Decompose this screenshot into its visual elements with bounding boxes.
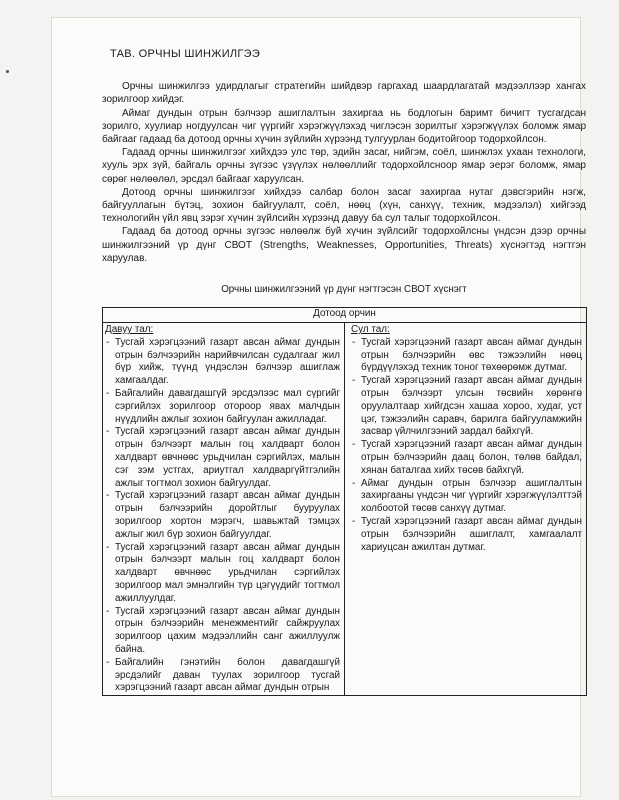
list-item: - Аймаг дундын отрын бэлчээр ашиглалтын захиргааны үндсэн чиг үүргийг хэрэгжүүлэлттэй холбоотой төсөв санхүү дутмаг. (349, 478, 582, 516)
table-header-internal: Дотоод орчин (103, 308, 587, 323)
strengths-heading: Давуу тал: (105, 324, 154, 336)
paragraph: Орчны шинжилгээ удирдлагыг стратегийн шийдвэр гаргахад шаардлагатай мэдээллээр хангах зорилгоор хийдэг. (102, 81, 586, 106)
scan-speck (6, 70, 9, 73)
list-item: - Тусгай хэрэгцээний газарт авсан аймаг дундын отрын бэлчээрийн доройтлыг бууруулах зорилгоор хортон мэрэгч, шавьжтай тэмцэх ажлыг жил бүр зохион байгуулдаг. (103, 490, 340, 541)
page-content (102, 48, 586, 696)
list-item: - Тусгай хэрэгцээний газарт авсан аймаг дундын отрын бэлчээрт улсын төсвийн хөрөнгө оруулалтаар хийгдсэн хашаа хороо, худаг, уст цэг, тэжээлийн саравч, барилга байгууламжийн засвар үйлчилгээний зардал байхгүй. (349, 375, 582, 439)
section-title: ТАВ. ОРЧНЫ ШИНЖИЛГЭЭ (110, 48, 261, 60)
weaknesses-list (349, 337, 586, 555)
swot-table (102, 307, 587, 696)
strengths-column (103, 323, 345, 696)
paragraph: Гадаад ба дотоод орчны зүгээс нөлөөлж буй хүчин зүйлсийг тодорхойлсны үндсэн дээр орчны шинжилгээний үр дүнг СВОТ (Strengths, Weaknesses, Opportunities, Threats) хүснэгтэд нэгтгэн харуулав. (102, 226, 586, 264)
document-page (52, 18, 586, 796)
strengths-list (103, 337, 344, 695)
list-item: - Тусгай хэрэгцээний газарт авсан аймаг дундын отрын бэлчээрийн менежментийг сайжруулах зорилгоор цахим мэдээллийн санг ажиллуулж байна. (103, 606, 340, 657)
list-item: - Тусгай хэрэгцээний газарт авсан аймаг дундын отрын бэлчээрийн нарийвчилсан судалгааг жил бүр хийж, түүнд үндэслэн бэлчээр ашиглаж хамгаалдаг. (103, 337, 340, 388)
list-item: - Байгалийн гэнэтийн болон давагдашгүй эрсдэлийг даван туулах зорилгоор тусгай хэрэгцээний газарт авсан аймаг дундын отрын (103, 657, 340, 695)
weaknesses-column (345, 323, 587, 696)
paragraph: Гадаад орчны шинжилгээг хийхдээ улс төр, эдийн засаг, нийгэм, соёл, шинжлэх ухаан технологи, хууль эрх зүй, байгаль орчны зүгээс үзүүлэх нөлөөллийг тодорхойлсноор ямар эерэг боломж, ямар сөрөг нөлөөлөл, эрсдэл байгааг харуулсан. (102, 147, 586, 185)
list-item: - Тусгай хэрэгцээний газарт авсан аймаг дундын отрын бэлчээрийн ашиглалт, хамгаалалт хариуцсан ажилтан дутмаг. (349, 516, 582, 554)
list-item: - Тусгай хэрэгцээний газарт авсан аймаг дундын отрын бэлчээрт малын гоц халдварт болон халдварт өвчнөөс урьдчилан сэргийлэх, малын сэг зэм устгах, ариутгал халдваргүйтгэлийн ажлыг тогтмол зохион байгуулдаг. (103, 426, 340, 490)
list-item: - Байгалийн давагдашгүй эрсдэлээс мал сүргийг сэргийлэх зорилгоор отороор явах малчдын нүүдлийн ажлыг зохион байгуулан ажилладаг. (103, 388, 340, 426)
weaknesses-heading: Сул тал: (351, 324, 390, 336)
list-item: - Тусгай хэрэгцээний газарт авсан аймаг дундын отрын бэлчээрт малын гоц халдварт болон халдварт өвчнөөс урьдчилан сэргийлэх зорилгоор мал эмнэлгийн түр цэгүүдийг тогтмол ажиллуулдаг. (103, 542, 340, 606)
paragraph: Дотоод орчны шинжилгээг хийхдээ салбар болон засаг захиргаа нутаг дэвсгэрийн нэгж, байгууллагын бүтэц, зохион байгуулалт, соёл, нөөц (хүн, санхүү, техник, мэдээлэл) хийгээд технологийн үйл явц зэрэг хүчин зүйлсийн хүрээнд давуу ба сул талыг тодорхойлсон. (102, 186, 586, 225)
list-item: - Тусгай хэрэгцээний газарт авсан аймаг дундын отрын бэлчээрийн даац болон, төлөв байдал, хянан баталгаа хийх төсөв байхгүй. (349, 439, 582, 477)
paragraph: Аймаг дундын отрын бэлчээр ашиглалтын захиргаа нь бодлогын баримт бичигт тусгагдсан зорилго, хуулиар ногдуулсан чиг үүргийг хэрэгжүүлэхэд чиглэсэн зорилтыг хэрэгжүүлэх боломж ямар байгааг гадаад ба дотоод орчны хүчин зүйлийн хүрээнд тулгуурлан бодитойгоор тодорхойлсон. (102, 107, 586, 146)
table-caption: Орчны шинжилгээний үр дүнг нэгтгэсэн СВОТ хүснэгт (221, 284, 467, 296)
list-item: - Тусгай хэрэгцээний газарт авсан аймаг дундын отрын бэлчээрийн өвс тэжээлийн нөөц бүрдүүлэхэд техник тоног төхөөрөмж дутмаг. (349, 337, 582, 375)
